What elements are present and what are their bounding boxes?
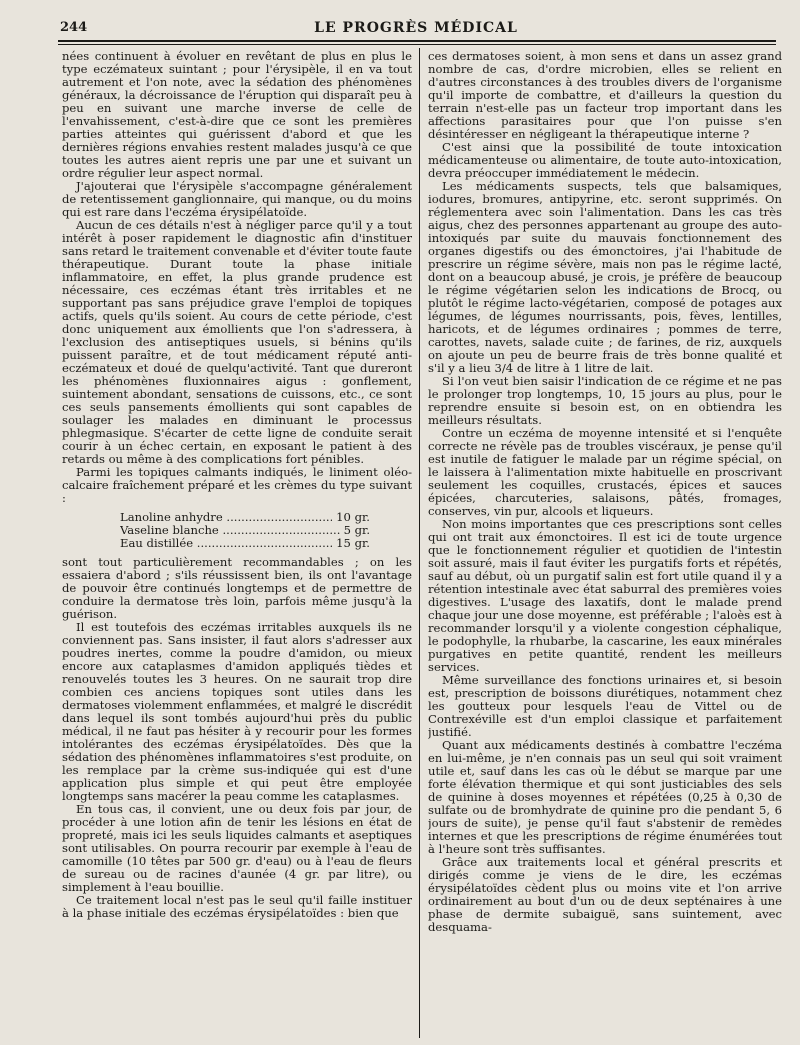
paragraph: Si l'on veut bien saisir l'indication de ce régime et ne pas le prolonger trop longtemps, 10, 15 jours au plus, pour le reprendre ensuite si besoin est, on en obtiendra les meilleurs résultats. [428, 374, 782, 427]
recipe-quantity: 10 gr. [336, 510, 370, 524]
paragraph: Les médicaments suspects, tels que balsamiques, iodures, bromures, antipyrine, etc. seront supprimés. On réglementera avec soin l'alimentation. Dans les cas très aigus, chez des personnes appartenant au groupe des auto-intoxiqués par suite du mauvais fonctionnement des organes digestifs ou des émonctoires, j'ai l'habitude de prescrire un régime sévère, mais non pas le régime lacté, dont on a beaucoup abusé, je crois, je préfère de beaucoup le régime végétarien selon les indications de Brocq, ou plutôt le régime lacto-végétarien, composé de potages aux légumes, de légumes nourrissants, pois, fèves, lentilles, haricots, et de légumes ordinaires ; pommes de terre, carottes, navets, salade cuite ; de farines, de riz, auxquels on ajoute un peu de beurre frais de très bonne qualité et s'il y a lieu 3/4 de litre à 1 litre de lait. [428, 179, 782, 375]
paragraph: nées continuent à évoluer en revêtant de plus en plus le type eczémateux suintant ; pour l'érysipèle, il en va tout autrement et l'on note, avec la sédation des phénomènes généraux, la décroissance de l'éruption qui disparaît peu à peu en suivant une marche inverse de celle de l'envahissement, c'est-à-dire que ce sont les premières parties atteintes qui guérissent d'abord et que les dernières régions envahies restent malades jusqu'à ce que toutes les autres aient repris une par une et suivant un ordre régulier leur aspect normal. [62, 50, 412, 180]
paragraph: Aucun de ces détails n'est à négliger parce qu'il y a tout intérêt à poser rapidement le diagnostic afin d'instituer sans retard le traitement convenable et d'éviter toute faute thérapeutique. Durant toute la phase initiale inflammatoire, en effet, la plus grande prudence est nécessaire, ces eczémas étant très irritables et ne supportant pas sans préjudice grave l'emploi de topiques actifs, quels qu'ils soient. Au cours de cette période, c'est donc uniquement aux émollients que l'on s'adressera, à l'exclusion des antiseptiques usuels, si bénins qu'ils puissent paraître, et de tout médicament réputé anti-eczémateux et doué de quelqu'activité. Tant que dureront les phénomènes fluxionnaires aigus : gonflement, suintement abondant, sensations de cuissons, etc., ce sont ces seuls pansements émollients qui sont capables de soulager les malades en diminuant le processus phlegmasique. S'écarter de cette ligne de conduite serait courir à un échec certain, en exposant le patient à des retards ou même à des complications fort pénibles. [62, 218, 412, 466]
page-header [60, 20, 772, 40]
paragraph: C'est ainsi que la possibilité de toute intoxication médicamenteuse ou alimentaire, de toute auto-intoxication, devra préoccuper immédiatement le médecin. [428, 140, 782, 180]
paragraph: ces dermatoses soient, à mon sens et dans un assez grand nombre de cas, d'ordre microbien, elles se relient en d'autres circonstances à des troubles divers de l'organisme qu'il importe de combattre, et d'ailleurs la question du terrain n'est-elle pas un facteur trop important dans les affections parasitaires pour que l'on puisse s'en désintéresser en négligeant la thérapeutique interne ? [428, 50, 782, 141]
paragraph: Même surveillance des fonctions urinaires et, si besoin est, prescription de boissons diurétiques, notamment chez les goutteux pour lesquels l'eau de Vittel ou de Contrexéville est d'un emploi classique et parfaitement justifié. [428, 673, 782, 739]
paragraph: Ce traitement local n'est pas le seul qu'il faille instituer à la phase initiale des eczémas érysipélatoïdes : bien que [62, 893, 412, 920]
left-column [62, 50, 412, 1035]
recipe-ingredient: Eau distillée ..... [120, 537, 332, 550]
paragraph: Grâce aux traitements local et général prescrits et dirigés comme je viens de le dire, les eczémas érysipélatoïdes cèdent plus ou moins vite et l'on arrive ordinairement au bout d'un ou de deux septénaires à une phase de dermite subaiguë, sans suintement, avec desquama- [428, 855, 782, 934]
recipe-list [62, 511, 412, 550]
paragraph: sont tout particulièrement recommandables ; on les essaiera d'abord ; s'ils réussissent bien, ils ont l'avantage de pouvoir être continués longtemps et de permettre de conduire la dermatose très loin, parfois même jusqu'à la guérison. [62, 555, 412, 621]
paragraph: Quant aux médicaments destinés à combattre l'eczéma en lui-même, je n'en connais pas un seul qui soit vraiment utile et, sauf dans les cas où le début se marque par une forte élévation thermique et qui sont justiciables des sels de quinine à doses moyennes et répétées (0,25 à 0,30 de sulfate ou de bromhydrate de quinine pro die pendant 5, 6 jours de suite), je pense qu'il faut s'abstenir de remèdes internes et que les prescriptions de régime énumérées tout à l'heure sont très suffisantes. [428, 738, 782, 856]
paragraph: En tous cas, il convient, une ou deux fois par jour, de procéder à une lotion afin de tenir les lésions en état de propreté, mais ici les seuls liquides calmants et aseptiques sont utilisables. On pourra recourir par exemple à l'eau de camomille (10 têtes par 500 gr. d'eau) ou à l'eau de fleurs de sureau ou de racines d'aunée (4 gr. par litre), ou simplement à l'eau bouillie. [62, 802, 412, 894]
recipe-quantity: 5 gr. [343, 523, 370, 537]
page-number: 244 [60, 20, 88, 35]
paragraph: Non moins importantes que ces prescriptions sont celles qui ont trait aux émonctoires. Il est ici de toute urgence que le fonctionnement régulier et quotidien de l'intestin soit assuré, mais il faut éviter les purgatifs forts et répétés, sauf au début, où un purgatif salin est fort utile quand il y a rétention intestinale avec état saburral des premières voies digestives. L'usage des laxatifs, dont le malade prend chaque jour une dose moyenne, est préférable ; l'aloès est à recommander lorsqu'il y a violente congestion céphalique, le podophylle, la rhubarbe, la cascarine, les eaux minérales purgatives en petite quantité, rendent les meilleurs services. [428, 517, 782, 674]
paragraph: Parmi les topiques calmants indiqués, le liniment oléo-calcaire fraîchement préparé et les crèmes du type suivant : [62, 465, 412, 505]
paragraph: J'ajouterai que l'érysipèle s'accompagne généralement de retentissement ganglionnaire, qui manque, ou du moins qui est rare dans l'eczéma érysipélatoïde. [62, 179, 412, 219]
recipe-row [62, 537, 412, 550]
recipe-quantity: 15 gr. [336, 536, 370, 550]
header-rule-thin [58, 44, 776, 45]
header-rule [58, 40, 776, 42]
recipe-ingredient: Vaseline blanche ..... [120, 524, 340, 537]
recipe-ingredient: Lanoline anhydre ..... [120, 511, 332, 524]
column-divider [419, 48, 420, 1038]
paragraph: Contre un eczéma de moyenne intensité et si l'enquête correcte ne révèle pas de troubles viscéraux, je pense qu'il est inutile de fatiguer le malade par un régime spécial, on le laissera à l'alimentation mixte habituelle en proscrivant seulement les coquilles, crustacés, épices et sauces épicées, charcuteries, salaisons, pâtés, fromages, conserves, vin pur, alcools et liqueurs. [428, 426, 782, 518]
right-column [428, 50, 782, 1035]
journal-title: LE PROGRÈS MÉDICAL [314, 20, 518, 36]
paragraph: Il est toutefois des eczémas irritables auxquels ils ne conviennent pas. Sans insister, il faut alors s'adresser aux poudres inertes, comme la poudre d'amidon, ou mieux encore aux cataplasmes d'amidon appliqués tièdes et renouvelés toutes les 3 heures. On ne saurait trop dire combien ces anciens topiques sont utiles dans les dermatoses violemment enflammées, et malgré le discrédit dans lequel ils sont tombés aujourd'hui près du public médical, il ne faut pas hésiter à y recourir pour les formes intolérantes des eczémas érysipélatoïdes. Dès que la sédation des phénomènes inflammatoires s'est produite, on les remplace par la crème sus-indiquée qui est d'une application plus simple et qui peut être employée longtemps sans macérer la peau comme les cataplasmes. [62, 620, 412, 803]
